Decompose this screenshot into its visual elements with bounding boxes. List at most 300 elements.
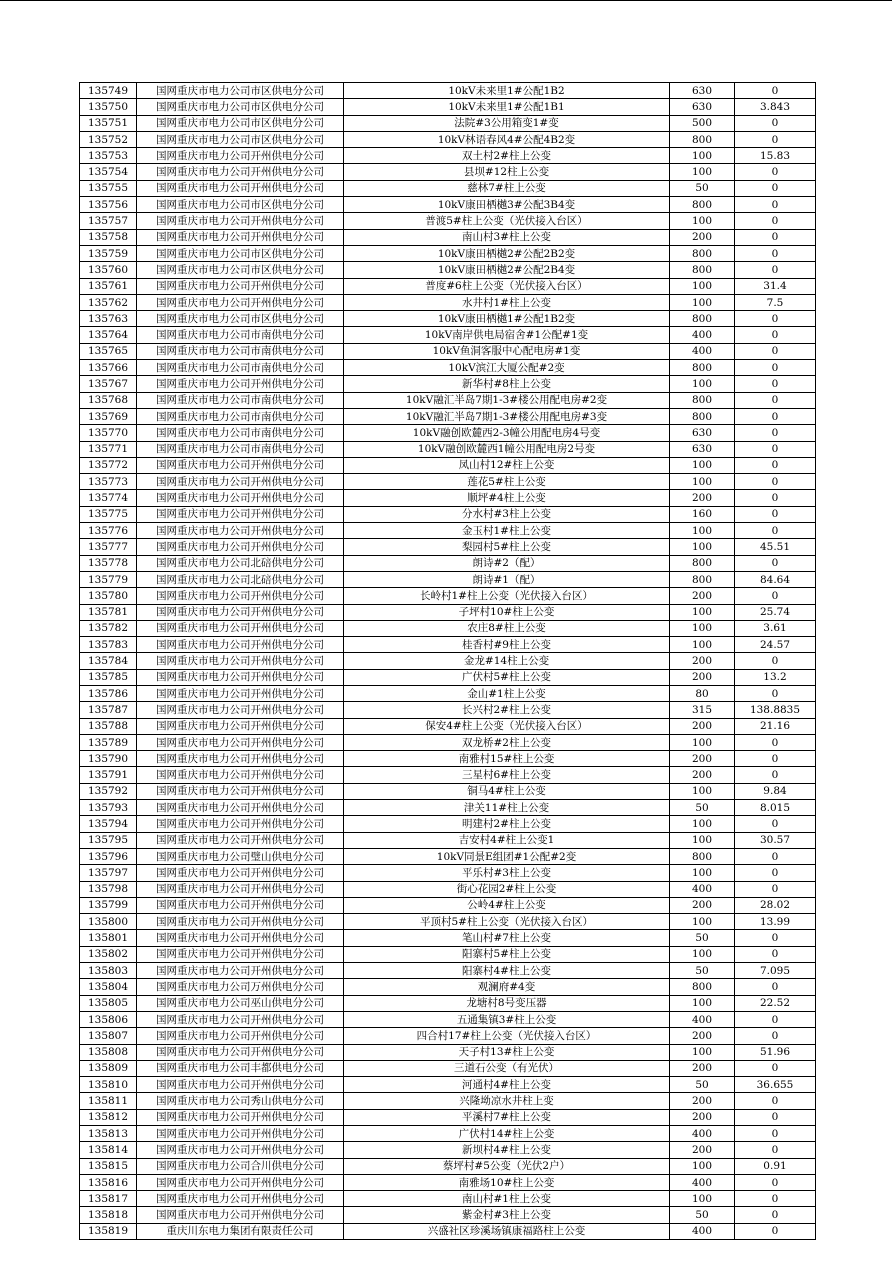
value-cell: 0 <box>735 685 816 701</box>
value-cell: 138.8835 <box>735 702 816 718</box>
company-cell: 国网重庆市电力公司开州供电分公司 <box>137 457 344 473</box>
row-id-cell: 135787 <box>80 702 137 718</box>
value-cell: 0 <box>735 946 816 962</box>
row-id-cell: 135815 <box>80 1158 137 1174</box>
value-cell: 25.74 <box>735 604 816 620</box>
table-row <box>80 1060 816 1076</box>
table-row <box>80 1158 816 1174</box>
transformer-name-cell: 慈林7#柱上公变 <box>344 180 670 196</box>
capacity-cell: 50 <box>670 963 735 979</box>
company-cell: 国网重庆市电力公司市区供电分公司 <box>137 99 344 115</box>
value-cell: 0 <box>735 865 816 881</box>
table-row <box>80 164 816 180</box>
row-id-cell: 135793 <box>80 800 137 816</box>
row-id-cell: 135782 <box>80 620 137 636</box>
transformer-name-cell: 10kV未来里1#公配1B2 <box>344 83 670 99</box>
company-cell: 国网重庆市电力公司开州供电分公司 <box>137 1028 344 1044</box>
value-cell: 0 <box>735 457 816 473</box>
row-id-cell: 135753 <box>80 148 137 164</box>
transformer-name-cell: 明建村2#柱上公变 <box>344 816 670 832</box>
table-row <box>80 685 816 701</box>
transformer-name-cell: 四合村17#柱上公变（光伏接入台区） <box>344 1028 670 1044</box>
transformer-name-cell: 凤山村12#柱上公变 <box>344 457 670 473</box>
table-row <box>80 1077 816 1093</box>
transformer-name-cell: 南山村#1柱上公变 <box>344 1191 670 1207</box>
value-cell: 0 <box>735 490 816 506</box>
table-row <box>80 637 816 653</box>
value-cell: 0 <box>735 131 816 147</box>
value-cell: 0 <box>735 653 816 669</box>
value-cell: 45.51 <box>735 539 816 555</box>
transformer-name-cell: 10kV康田栖樾2#公配2B2变 <box>344 245 670 261</box>
capacity-cell: 500 <box>670 115 735 131</box>
company-cell: 国网重庆市电力公司北碚供电分公司 <box>137 571 344 587</box>
value-cell: 0 <box>735 83 816 99</box>
table-row <box>80 523 816 539</box>
capacity-cell: 800 <box>670 555 735 571</box>
table-row <box>80 930 816 946</box>
table-row <box>80 914 816 930</box>
row-id-cell: 135763 <box>80 311 137 327</box>
company-cell: 重庆川东电力集团有限责任公司 <box>137 1223 344 1239</box>
capacity-cell: 100 <box>670 734 735 750</box>
capacity-cell: 200 <box>670 588 735 604</box>
transformer-name-cell: 五通集镇3#柱上公变 <box>344 1011 670 1027</box>
transformer-name-cell: 县坝#12柱上公变 <box>344 164 670 180</box>
value-cell: 0 <box>735 1011 816 1027</box>
capacity-cell: 400 <box>670 1174 735 1190</box>
table-row <box>80 1011 816 1027</box>
value-cell: 0 <box>735 1093 816 1109</box>
table-row <box>80 1044 816 1060</box>
row-id-cell: 135764 <box>80 327 137 343</box>
capacity-cell: 100 <box>670 539 735 555</box>
table-row <box>80 620 816 636</box>
capacity-cell: 800 <box>670 245 735 261</box>
company-cell: 国网重庆市电力公司市区供电分公司 <box>137 245 344 261</box>
table-row <box>80 881 816 897</box>
capacity-cell: 200 <box>670 1142 735 1158</box>
value-cell: 0 <box>735 506 816 522</box>
transformer-name-cell: 莲花5#柱上公变 <box>344 474 670 490</box>
capacity-cell: 100 <box>670 474 735 490</box>
row-id-cell: 135769 <box>80 408 137 424</box>
transformer-name-cell: 观澜府#4变 <box>344 979 670 995</box>
value-cell: 0 <box>735 1174 816 1190</box>
row-id-cell: 135795 <box>80 832 137 848</box>
value-cell: 9.84 <box>735 783 816 799</box>
row-id-cell: 135756 <box>80 197 137 213</box>
value-cell: 0 <box>735 751 816 767</box>
table-row <box>80 848 816 864</box>
table-row <box>80 148 816 164</box>
transformer-name-cell: 朗诗#1（配） <box>344 571 670 587</box>
company-cell: 国网重庆市电力公司开州供电分公司 <box>137 604 344 620</box>
table-row <box>80 897 816 913</box>
transformer-name-cell: 三道石公变（有光伏） <box>344 1060 670 1076</box>
transformer-name-cell: 桂香村#9柱上公变 <box>344 637 670 653</box>
transformer-name-cell: 南雅村15#柱上公变 <box>344 751 670 767</box>
row-id-cell: 135813 <box>80 1126 137 1142</box>
capacity-cell: 100 <box>670 637 735 653</box>
value-cell: 0 <box>735 1028 816 1044</box>
company-cell: 国网重庆市电力公司开州供电分公司 <box>137 751 344 767</box>
capacity-cell: 200 <box>670 897 735 913</box>
table-row <box>80 653 816 669</box>
transformer-name-cell: 公岭4#柱上公变 <box>344 897 670 913</box>
row-id-cell: 135775 <box>80 506 137 522</box>
row-id-cell: 135780 <box>80 588 137 604</box>
transformer-name-cell: 平溪村7#柱上公变 <box>344 1109 670 1125</box>
capacity-cell: 800 <box>670 408 735 424</box>
company-cell: 国网重庆市电力公司秀山供电分公司 <box>137 1093 344 1109</box>
table-row <box>80 99 816 115</box>
company-cell: 国网重庆市电力公司开州供电分公司 <box>137 229 344 245</box>
company-cell: 国网重庆市电力公司开州供电分公司 <box>137 1142 344 1158</box>
row-id-cell: 135810 <box>80 1077 137 1093</box>
company-cell: 国网重庆市电力公司开州供电分公司 <box>137 832 344 848</box>
capacity-cell: 100 <box>670 995 735 1011</box>
table-row <box>80 1093 816 1109</box>
company-cell: 国网重庆市电力公司开州供电分公司 <box>137 1174 344 1190</box>
row-id-cell: 135766 <box>80 360 137 376</box>
company-cell: 国网重庆市电力公司开州供电分公司 <box>137 1191 344 1207</box>
capacity-cell: 100 <box>670 164 735 180</box>
company-cell: 国网重庆市电力公司市南供电分公司 <box>137 392 344 408</box>
row-id-cell: 135776 <box>80 523 137 539</box>
value-cell: 0 <box>735 376 816 392</box>
row-id-cell: 135811 <box>80 1093 137 1109</box>
capacity-cell: 630 <box>670 425 735 441</box>
transformer-name-cell: 子坪村10#柱上公变 <box>344 604 670 620</box>
table-row <box>80 832 816 848</box>
company-cell: 国网重庆市电力公司开州供电分公司 <box>137 653 344 669</box>
capacity-cell: 50 <box>670 180 735 196</box>
capacity-cell: 100 <box>670 832 735 848</box>
transformer-name-cell: 新坝村4#柱上公变 <box>344 1142 670 1158</box>
transformer-name-cell: 铜马4#柱上公变 <box>344 783 670 799</box>
company-cell: 国网重庆市电力公司开州供电分公司 <box>137 767 344 783</box>
table-row <box>80 131 816 147</box>
value-cell: 0 <box>735 180 816 196</box>
table-row <box>80 1142 816 1158</box>
capacity-cell: 100 <box>670 148 735 164</box>
value-cell: 31.4 <box>735 278 816 294</box>
capacity-cell: 50 <box>670 800 735 816</box>
table-row <box>80 343 816 359</box>
substation-table <box>79 82 816 1240</box>
transformer-name-cell: 蔡坪村#5公变（光伏2户） <box>344 1158 670 1174</box>
row-id-cell: 135771 <box>80 441 137 457</box>
transformer-name-cell: 朗诗#2（配） <box>344 555 670 571</box>
row-id-cell: 135750 <box>80 99 137 115</box>
table-row <box>80 751 816 767</box>
value-cell: 0 <box>735 816 816 832</box>
company-cell: 国网重庆市电力公司丰都供电分公司 <box>137 1060 344 1076</box>
capacity-cell: 100 <box>670 620 735 636</box>
capacity-cell: 100 <box>670 604 735 620</box>
capacity-cell: 50 <box>670 930 735 946</box>
value-cell: 28.02 <box>735 897 816 913</box>
company-cell: 国网重庆市电力公司开州供电分公司 <box>137 637 344 653</box>
table-row <box>80 800 816 816</box>
value-cell: 7.5 <box>735 294 816 310</box>
table-row <box>80 360 816 376</box>
capacity-cell: 200 <box>670 767 735 783</box>
table-row <box>80 457 816 473</box>
company-cell: 国网重庆市电力公司开州供电分公司 <box>137 506 344 522</box>
value-cell: 36.655 <box>735 1077 816 1093</box>
value-cell: 22.52 <box>735 995 816 1011</box>
company-cell: 国网重庆市电力公司开州供电分公司 <box>137 148 344 164</box>
company-cell: 国网重庆市电力公司开州供电分公司 <box>137 669 344 685</box>
company-cell: 国网重庆市电力公司市南供电分公司 <box>137 360 344 376</box>
row-id-cell: 135816 <box>80 1174 137 1190</box>
page-top-border <box>0 0 892 1</box>
company-cell: 国网重庆市电力公司开州供电分公司 <box>137 1077 344 1093</box>
company-cell: 国网重庆市电力公司开州供电分公司 <box>137 718 344 734</box>
company-cell: 国网重庆市电力公司市南供电分公司 <box>137 408 344 424</box>
row-id-cell: 135772 <box>80 457 137 473</box>
capacity-cell: 800 <box>670 262 735 278</box>
capacity-cell: 80 <box>670 685 735 701</box>
company-cell: 国网重庆市电力公司璧山供电分公司 <box>137 848 344 864</box>
transformer-name-cell: 10kV康田栖樾3#公配3B4变 <box>344 197 670 213</box>
table-row <box>80 1223 816 1239</box>
capacity-cell: 400 <box>670 1223 735 1239</box>
row-id-cell: 135781 <box>80 604 137 620</box>
value-cell: 24.57 <box>735 637 816 653</box>
capacity-cell: 100 <box>670 294 735 310</box>
row-id-cell: 135808 <box>80 1044 137 1060</box>
row-id-cell: 135761 <box>80 278 137 294</box>
value-cell: 0 <box>735 408 816 424</box>
capacity-cell: 200 <box>670 1028 735 1044</box>
value-cell: 0 <box>735 1142 816 1158</box>
table-row <box>80 604 816 620</box>
company-cell: 国网重庆市电力公司开州供电分公司 <box>137 881 344 897</box>
table-row <box>80 490 816 506</box>
value-cell: 0 <box>735 229 816 245</box>
capacity-cell: 100 <box>670 1044 735 1060</box>
value-cell: 0 <box>735 1109 816 1125</box>
table-row <box>80 539 816 555</box>
table-row <box>80 767 816 783</box>
capacity-cell: 400 <box>670 1011 735 1027</box>
company-cell: 国网重庆市电力公司开州供电分公司 <box>137 376 344 392</box>
capacity-cell: 100 <box>670 946 735 962</box>
transformer-name-cell: 南山村3#柱上公变 <box>344 229 670 245</box>
capacity-cell: 200 <box>670 1093 735 1109</box>
capacity-cell: 200 <box>670 669 735 685</box>
row-id-cell: 135794 <box>80 816 137 832</box>
company-cell: 国网重庆市电力公司市区供电分公司 <box>137 83 344 99</box>
company-cell: 国网重庆市电力公司开州供电分公司 <box>137 180 344 196</box>
transformer-name-cell: 法院#3公用箱变1#变 <box>344 115 670 131</box>
value-cell: 0 <box>735 164 816 180</box>
company-cell: 国网重庆市电力公司开州供电分公司 <box>137 620 344 636</box>
row-id-cell: 135759 <box>80 245 137 261</box>
row-id-cell: 135773 <box>80 474 137 490</box>
table-row <box>80 865 816 881</box>
transformer-name-cell: 阳寨村5#柱上公变 <box>344 946 670 962</box>
row-id-cell: 135767 <box>80 376 137 392</box>
row-id-cell: 135819 <box>80 1223 137 1239</box>
table-row <box>80 197 816 213</box>
value-cell: 7.095 <box>735 963 816 979</box>
table-row <box>80 180 816 196</box>
table-row <box>80 588 816 604</box>
transformer-name-cell: 普度#6柱上公变（光伏接入台区） <box>344 278 670 294</box>
row-id-cell: 135789 <box>80 734 137 750</box>
table-row <box>80 229 816 245</box>
table-row <box>80 376 816 392</box>
row-id-cell: 135751 <box>80 115 137 131</box>
table-row <box>80 979 816 995</box>
value-cell: 0 <box>735 930 816 946</box>
transformer-name-cell: 10kV融汇半岛7期1-3#楼公用配电房#3变 <box>344 408 670 424</box>
value-cell: 0 <box>735 392 816 408</box>
table-row <box>80 669 816 685</box>
row-id-cell: 135784 <box>80 653 137 669</box>
company-cell: 国网重庆市电力公司开州供电分公司 <box>137 914 344 930</box>
table-row <box>80 963 816 979</box>
row-id-cell: 135777 <box>80 539 137 555</box>
table-row <box>80 278 816 294</box>
company-cell: 国网重庆市电力公司开州供电分公司 <box>137 963 344 979</box>
value-cell: 13.99 <box>735 914 816 930</box>
value-cell: 0 <box>735 327 816 343</box>
company-cell: 国网重庆市电力公司开州供电分公司 <box>137 539 344 555</box>
company-cell: 国网重庆市电力公司市区供电分公司 <box>137 197 344 213</box>
capacity-cell: 100 <box>670 865 735 881</box>
capacity-cell: 200 <box>670 1060 735 1076</box>
transformer-name-cell: 金龙#14柱上公变 <box>344 653 670 669</box>
capacity-cell: 200 <box>670 229 735 245</box>
capacity-cell: 100 <box>670 914 735 930</box>
row-id-cell: 135798 <box>80 881 137 897</box>
row-id-cell: 135791 <box>80 767 137 783</box>
row-id-cell: 135768 <box>80 392 137 408</box>
transformer-name-cell: 10kV融创欧麓西1幢公用配电房2号变 <box>344 441 670 457</box>
table-row <box>80 555 816 571</box>
table-row <box>80 734 816 750</box>
table-row <box>80 408 816 424</box>
row-id-cell: 135779 <box>80 571 137 587</box>
table-row <box>80 1174 816 1190</box>
transformer-name-cell: 双土村2#柱上公变 <box>344 148 670 164</box>
row-id-cell: 135754 <box>80 164 137 180</box>
value-cell: 15.83 <box>735 148 816 164</box>
company-cell: 国网重庆市电力公司北碚供电分公司 <box>137 555 344 571</box>
row-id-cell: 135812 <box>80 1109 137 1125</box>
transformer-name-cell: 顺坪#4柱上公变 <box>344 490 670 506</box>
value-cell: 0 <box>735 343 816 359</box>
table-row <box>80 425 816 441</box>
capacity-cell: 200 <box>670 490 735 506</box>
row-id-cell: 135752 <box>80 131 137 147</box>
value-cell: 0 <box>735 734 816 750</box>
row-id-cell: 135799 <box>80 897 137 913</box>
transformer-name-cell: 10kV鱼洞客服中心配电房#1变 <box>344 343 670 359</box>
company-cell: 国网重庆市电力公司开州供电分公司 <box>137 474 344 490</box>
capacity-cell: 200 <box>670 751 735 767</box>
value-cell: 0 <box>735 115 816 131</box>
transformer-name-cell: 龙塘村8号变压器 <box>344 995 670 1011</box>
transformer-name-cell: 10kV融汇半岛7期1-3#楼公用配电房#2变 <box>344 392 670 408</box>
company-cell: 国网重庆市电力公司市南供电分公司 <box>137 441 344 457</box>
table-row <box>80 1207 816 1223</box>
transformer-name-cell: 保安4#柱上公变（光伏接入台区） <box>344 718 670 734</box>
row-id-cell: 135755 <box>80 180 137 196</box>
capacity-cell: 800 <box>670 311 735 327</box>
table-row <box>80 1191 816 1207</box>
table-row <box>80 718 816 734</box>
table-row <box>80 571 816 587</box>
transformer-name-cell: 笔山村#7柱上公变 <box>344 930 670 946</box>
table-row <box>80 392 816 408</box>
capacity-cell: 100 <box>670 457 735 473</box>
table-body <box>80 83 816 1240</box>
value-cell: 0 <box>735 1207 816 1223</box>
capacity-cell: 100 <box>670 816 735 832</box>
capacity-cell: 200 <box>670 718 735 734</box>
table-row <box>80 783 816 799</box>
company-cell: 国网重庆市电力公司开州供电分公司 <box>137 278 344 294</box>
transformer-name-cell: 分水村#3柱上公变 <box>344 506 670 522</box>
capacity-cell: 50 <box>670 1077 735 1093</box>
row-id-cell: 135805 <box>80 995 137 1011</box>
transformer-name-cell: 10kV未来里1#公配1B1 <box>344 99 670 115</box>
row-id-cell: 135804 <box>80 979 137 995</box>
transformer-name-cell: 兴盛社区珍溪场镇康福路柱上公变 <box>344 1223 670 1239</box>
value-cell: 0 <box>735 767 816 783</box>
capacity-cell: 630 <box>670 83 735 99</box>
value-cell: 0 <box>735 360 816 376</box>
row-id-cell: 135770 <box>80 425 137 441</box>
transformer-name-cell: 梨园村5#柱上公变 <box>344 539 670 555</box>
capacity-cell: 800 <box>670 571 735 587</box>
row-id-cell: 135817 <box>80 1191 137 1207</box>
value-cell: 13.2 <box>735 669 816 685</box>
transformer-name-cell: 10kV康田栖樾1#公配1B2变 <box>344 311 670 327</box>
table-row <box>80 1109 816 1125</box>
row-id-cell: 135818 <box>80 1207 137 1223</box>
value-cell: 0.91 <box>735 1158 816 1174</box>
transformer-name-cell: 10kV康田栖樾2#公配2B4变 <box>344 262 670 278</box>
table-row <box>80 213 816 229</box>
transformer-name-cell: 吉安村4#柱上公变1 <box>344 832 670 848</box>
capacity-cell: 100 <box>670 213 735 229</box>
row-id-cell: 135762 <box>80 294 137 310</box>
transformer-name-cell: 10kV滨江大厦公配#2变 <box>344 360 670 376</box>
capacity-cell: 200 <box>670 1109 735 1125</box>
company-cell: 国网重庆市电力公司合川供电分公司 <box>137 1158 344 1174</box>
capacity-cell: 100 <box>670 1158 735 1174</box>
row-id-cell: 135757 <box>80 213 137 229</box>
row-id-cell: 135786 <box>80 685 137 701</box>
transformer-name-cell: 河通村4#柱上公变 <box>344 1077 670 1093</box>
capacity-cell: 800 <box>670 197 735 213</box>
value-cell: 0 <box>735 979 816 995</box>
capacity-cell: 400 <box>670 1126 735 1142</box>
row-id-cell: 135758 <box>80 229 137 245</box>
transformer-name-cell: 新华村#8柱上公变 <box>344 376 670 392</box>
row-id-cell: 135807 <box>80 1028 137 1044</box>
row-id-cell: 135814 <box>80 1142 137 1158</box>
company-cell: 国网重庆市电力公司开州供电分公司 <box>137 588 344 604</box>
value-cell: 0 <box>735 474 816 490</box>
